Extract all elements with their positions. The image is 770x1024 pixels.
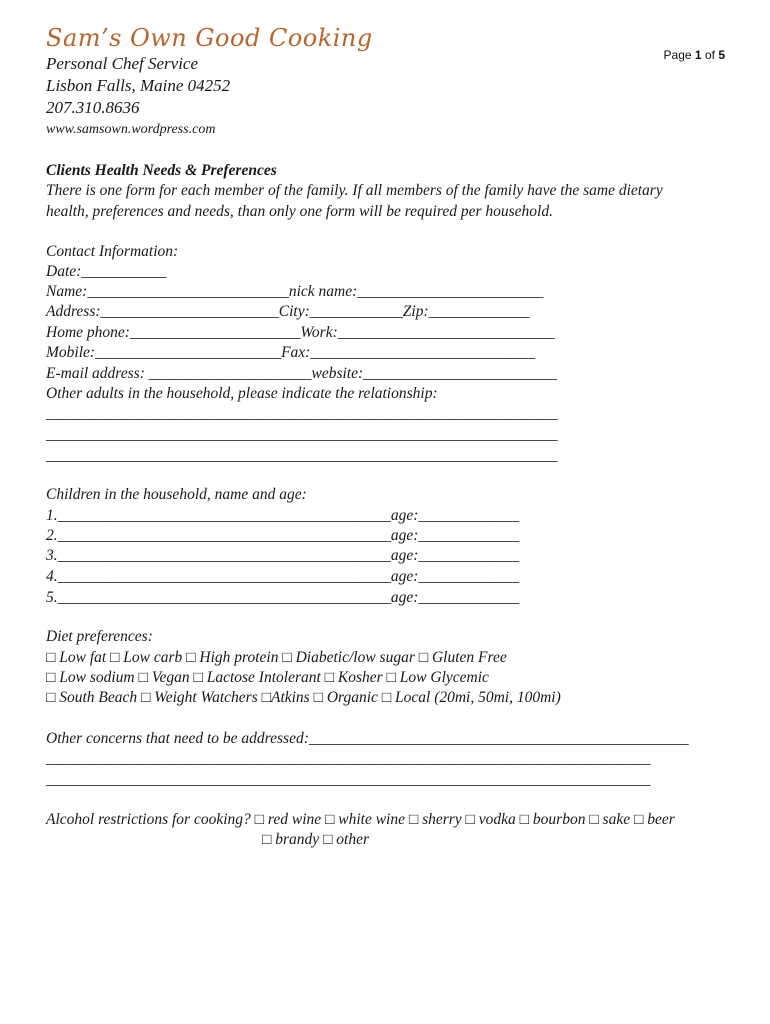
alcohol-options-row-2: □ brandy □ other — [262, 831, 369, 848]
child-row: 4.___________________________________________age:_____________ — [46, 568, 520, 585]
page-current: 1 — [694, 48, 702, 62]
business-address: Lisbon Falls, Maine 04252 — [46, 76, 231, 95]
concerns-field: Other concerns that need to be addressed:_________________________________________________ — [46, 730, 689, 747]
alcohol-options-row-1: Alcohol restrictions for cooking? □ red wine □ white wine □ sherry □ vodka □ bourbon □ sake □ beer — [46, 811, 675, 828]
intro-line-2: health, preferences and needs, than only one form will be required per household. — [46, 203, 553, 220]
mobile-field: Mobile:________________________Fax:_____________________________ — [46, 344, 536, 361]
diet-options-row-2: □ Low sodium □ Vegan □ Lactose Intolerant □ Kosher □ Low Glycemic — [46, 669, 489, 686]
page-of: of — [704, 48, 715, 62]
diet-options-row-3: □ South Beach □ Weight Watchers □Atkins □ Organic □ Local (20mi, 50mi, 100mi) — [46, 689, 561, 706]
email-field: E-mail address: _____________________website:_________________________ — [46, 365, 557, 382]
child-row: 2.___________________________________________age:_____________ — [46, 527, 520, 544]
children-heading: Children in the household, name and age: — [46, 486, 307, 503]
name-field: Name:__________________________nick name:________________________ — [46, 283, 544, 300]
child-row: 3.___________________________________________age:_____________ — [46, 547, 520, 564]
contact-heading: Contact Information: — [46, 243, 179, 260]
page-total: 5 — [718, 48, 725, 62]
brand-title: Sam’s Own Good Cooking — [46, 24, 373, 52]
child-row: 5.___________________________________________age:_____________ — [46, 589, 520, 606]
form-title: Clients Health Needs & Preferences — [46, 162, 277, 179]
diet-options-row-1: □ Low fat □ Low carb □ High protein □ Diabetic/low sugar □ Gluten Free — [46, 649, 507, 666]
page-label: Page — [663, 48, 692, 62]
business-phone: 207.310.8636 — [46, 98, 140, 117]
concerns-blank-2: ______________________________________________________________________________ — [46, 771, 651, 788]
other-adults-blank-1: __________________________________________________________________ — [46, 405, 558, 422]
address-field: Address:_______________________City:____________Zip:_____________ — [46, 303, 530, 320]
page-number — [664, 48, 725, 62]
other-adults-blank-3: __________________________________________________________________ — [46, 447, 558, 464]
service-name: Personal Chef Service — [46, 54, 199, 73]
concerns-blank-1: ______________________________________________________________________________ — [46, 750, 651, 767]
other-adults-label: Other adults in the household, please indicate the relationship: — [46, 385, 438, 402]
intro-line-1: There is one form for each member of the family. If all members of the family have the same dietary — [46, 182, 663, 199]
other-adults-blank-2: __________________________________________________________________ — [46, 426, 558, 443]
child-row: 1.___________________________________________age:_____________ — [46, 507, 520, 524]
business-website: www.samsown.wordpress.com — [46, 122, 216, 137]
diet-heading: Diet preferences: — [46, 628, 153, 645]
home-phone-field: Home phone:______________________Work:____________________________ — [46, 324, 555, 341]
date-field: Date:___________ — [46, 263, 167, 280]
